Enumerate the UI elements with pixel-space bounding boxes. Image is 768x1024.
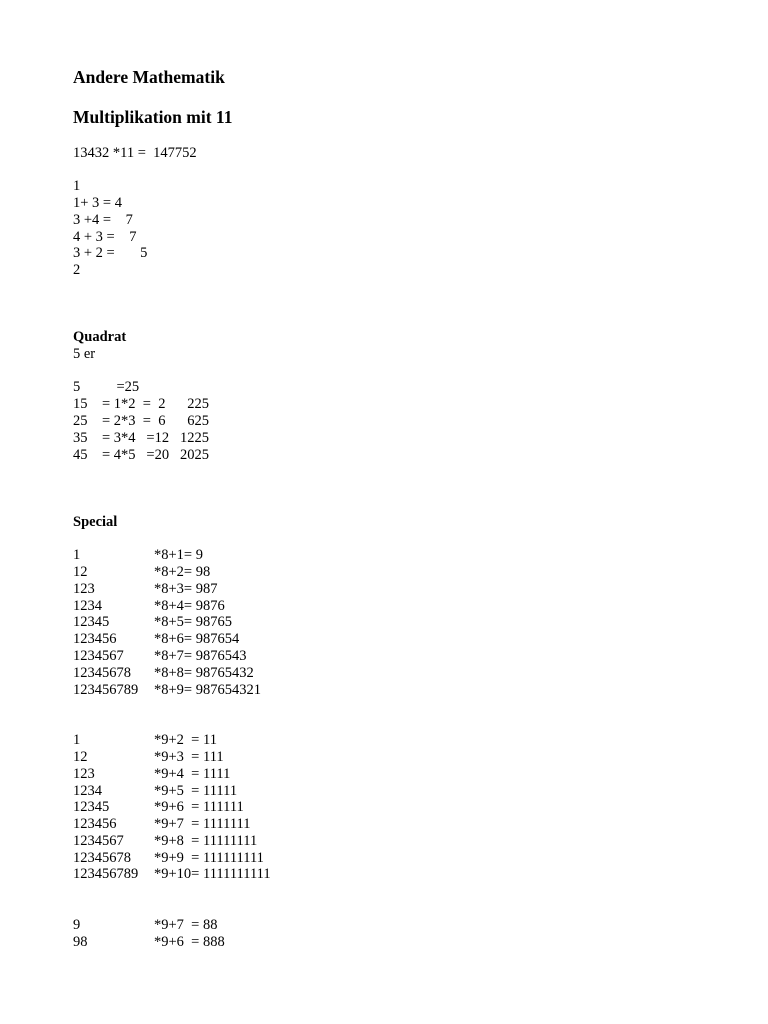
- mult11-step: 1: [73, 178, 81, 194]
- row-number: 1234567: [73, 833, 124, 849]
- row-formula: *8+3= 987: [154, 581, 218, 597]
- quadrat-row: 35 = 3*4 =12 1225: [73, 430, 209, 446]
- row-formula: *9+7 = 1111111: [154, 816, 251, 832]
- row-formula: *9+6 = 888: [154, 934, 225, 950]
- row-formula: *8+4= 9876: [154, 598, 225, 614]
- row-formula: *9+6 = 111111: [154, 799, 244, 815]
- row-number: 1234: [73, 598, 102, 614]
- row-number: 1: [73, 547, 81, 563]
- table-row: [73, 783, 238, 800]
- row-number: 123456: [73, 816, 117, 832]
- table-row: [73, 833, 258, 850]
- table-row: [73, 631, 240, 648]
- heading-quadrat: Quadrat: [73, 329, 127, 345]
- row-formula: *8+6= 987654: [154, 631, 240, 647]
- quadrat-row: 15 = 1*2 = 2 225: [73, 396, 209, 412]
- row-formula: *9+8 = 11111111: [154, 833, 258, 849]
- quadrat-row: 25 = 2*3 = 6 625: [73, 413, 209, 429]
- table-row: [73, 934, 225, 951]
- row-formula: *9+5 = 11111: [154, 783, 238, 799]
- table-row: [73, 547, 203, 564]
- row-number: 1234567: [73, 648, 124, 664]
- table-row: [73, 581, 218, 598]
- row-formula: *8+8= 98765432: [154, 665, 254, 681]
- table-row: [73, 917, 218, 934]
- row-formula: *8+2= 98: [154, 564, 211, 580]
- mult11-example: 13432 *11 = 147752: [73, 145, 197, 161]
- mult11-step: 4 + 3 = 7: [73, 229, 137, 245]
- table-row: [73, 682, 261, 699]
- quadrat-subheading: 5 er: [73, 346, 96, 362]
- row-formula: *8+9= 987654321: [154, 682, 261, 698]
- row-number: 1234: [73, 783, 102, 799]
- row-number: 123456: [73, 631, 117, 647]
- row-formula: *9+10= 1111111111: [154, 866, 271, 882]
- row-formula: *8+1= 9: [154, 547, 203, 563]
- table-row: [73, 850, 264, 867]
- row-number: 9: [73, 917, 81, 933]
- row-formula: *9+2 = 11: [154, 732, 217, 748]
- table-row: [73, 614, 232, 631]
- quadrat-row: 45 = 4*5 =20 2025: [73, 447, 209, 463]
- row-number: 12345: [73, 799, 110, 815]
- row-number: 123: [73, 766, 95, 782]
- table-row: [73, 816, 251, 833]
- table-row: [73, 749, 224, 766]
- row-number: 123: [73, 581, 95, 597]
- row-formula: *9+7 = 88: [154, 917, 218, 933]
- quadrat-row: 5 =25: [73, 379, 140, 395]
- row-number: 1: [73, 732, 81, 748]
- table-row: [73, 648, 247, 665]
- row-number: 123456789: [73, 682, 139, 698]
- table-row: [73, 598, 225, 615]
- row-number: 98: [73, 934, 88, 950]
- mult11-step: 3 + 2 = 5: [73, 245, 148, 261]
- row-number: 12345678: [73, 850, 131, 866]
- heading-multiplikation: Multiplikation mit 11: [73, 107, 233, 127]
- row-number: 12: [73, 564, 88, 580]
- table-row: [73, 564, 211, 581]
- table-row: [73, 732, 217, 749]
- row-number: 12345678: [73, 665, 131, 681]
- heading-special: Special: [73, 514, 118, 530]
- document-title: Andere Mathematik: [73, 67, 225, 87]
- table-row: [73, 665, 254, 682]
- table-row: [73, 766, 231, 783]
- row-number: 123456789: [73, 866, 139, 882]
- row-formula: *9+9 = 111111111: [154, 850, 264, 866]
- row-formula: *8+7= 9876543: [154, 648, 247, 664]
- row-formula: *9+4 = 1111: [154, 766, 231, 782]
- mult11-step: 3 +4 = 7: [73, 212, 133, 228]
- table-row: [73, 866, 271, 883]
- mult11-step: 1+ 3 = 4: [73, 195, 122, 211]
- row-number: 12: [73, 749, 88, 765]
- mult11-step: 2: [73, 262, 81, 278]
- row-formula: *9+3 = 111: [154, 749, 224, 765]
- row-formula: *8+5= 98765: [154, 614, 232, 630]
- table-row: [73, 799, 244, 816]
- row-number: 12345: [73, 614, 110, 630]
